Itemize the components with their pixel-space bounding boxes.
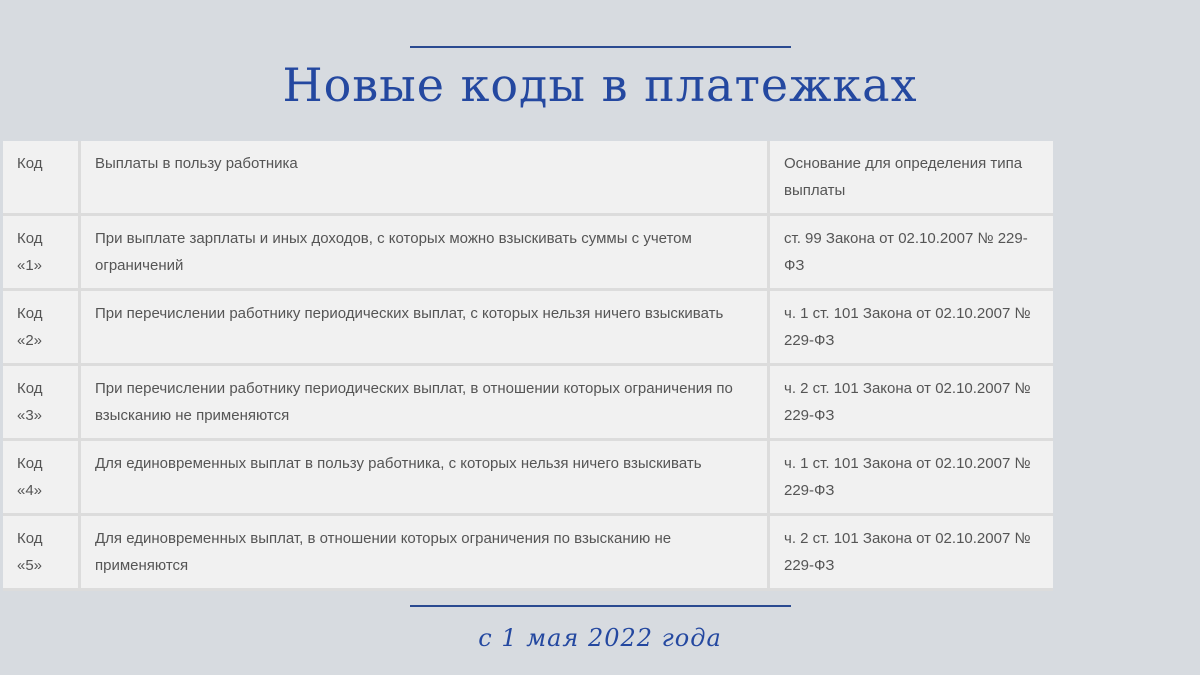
- row-basis: ч. 1 ст. 101 Закона от 02.10.2007 № 229-ФЗ: [770, 441, 1053, 516]
- top-divider: [410, 46, 791, 48]
- table-row: [3, 291, 1053, 366]
- row-description: Для единовременных выплат, в отношении которых ограничения по взысканию не применяются: [81, 516, 770, 591]
- table-header-row: [3, 141, 1053, 216]
- table-row: [3, 216, 1053, 291]
- row-description: Для единовременных выплат в пользу работника, с которых нельзя ничего взыскивать: [81, 441, 770, 516]
- row-code: Код «1»: [3, 216, 81, 291]
- row-code: Код «3»: [3, 366, 81, 441]
- table-row: [3, 516, 1053, 591]
- date-subtitle: с 1 мая 2022 года: [478, 624, 722, 652]
- row-description: При перечислении работнику периодических выплат, с которых нельзя ничего взыскивать: [81, 291, 770, 366]
- row-description: При выплате зарплаты и иных доходов, с которых можно взыскивать суммы с учетом ограничений: [81, 216, 770, 291]
- row-basis: ч. 2 ст. 101 Закона от 02.10.2007 № 229-ФЗ: [770, 366, 1053, 441]
- header-basis: Основание для определения типа выплаты: [770, 141, 1053, 216]
- table-row: [3, 441, 1053, 516]
- row-basis: ч. 2 ст. 101 Закона от 02.10.2007 № 229-ФЗ: [770, 516, 1053, 591]
- table-row: [3, 366, 1053, 441]
- header-description: Выплаты в пользу работника: [81, 141, 770, 216]
- row-description: При перечислении работнику периодических выплат, в отношении которых ограничения по взысканию не применяются: [81, 366, 770, 441]
- row-code: Код «2»: [3, 291, 81, 366]
- row-code: Код «4»: [3, 441, 81, 516]
- row-basis: ст. 99 Закона от 02.10.2007 № 229-ФЗ: [770, 216, 1053, 291]
- page-title: Новые коды в платежках: [282, 58, 918, 112]
- payment-codes-table: [3, 141, 1053, 591]
- bottom-divider: [410, 605, 791, 607]
- header-code: Код: [3, 141, 81, 216]
- row-basis: ч. 1 ст. 101 Закона от 02.10.2007 № 229-ФЗ: [770, 291, 1053, 366]
- row-code: Код «5»: [3, 516, 81, 591]
